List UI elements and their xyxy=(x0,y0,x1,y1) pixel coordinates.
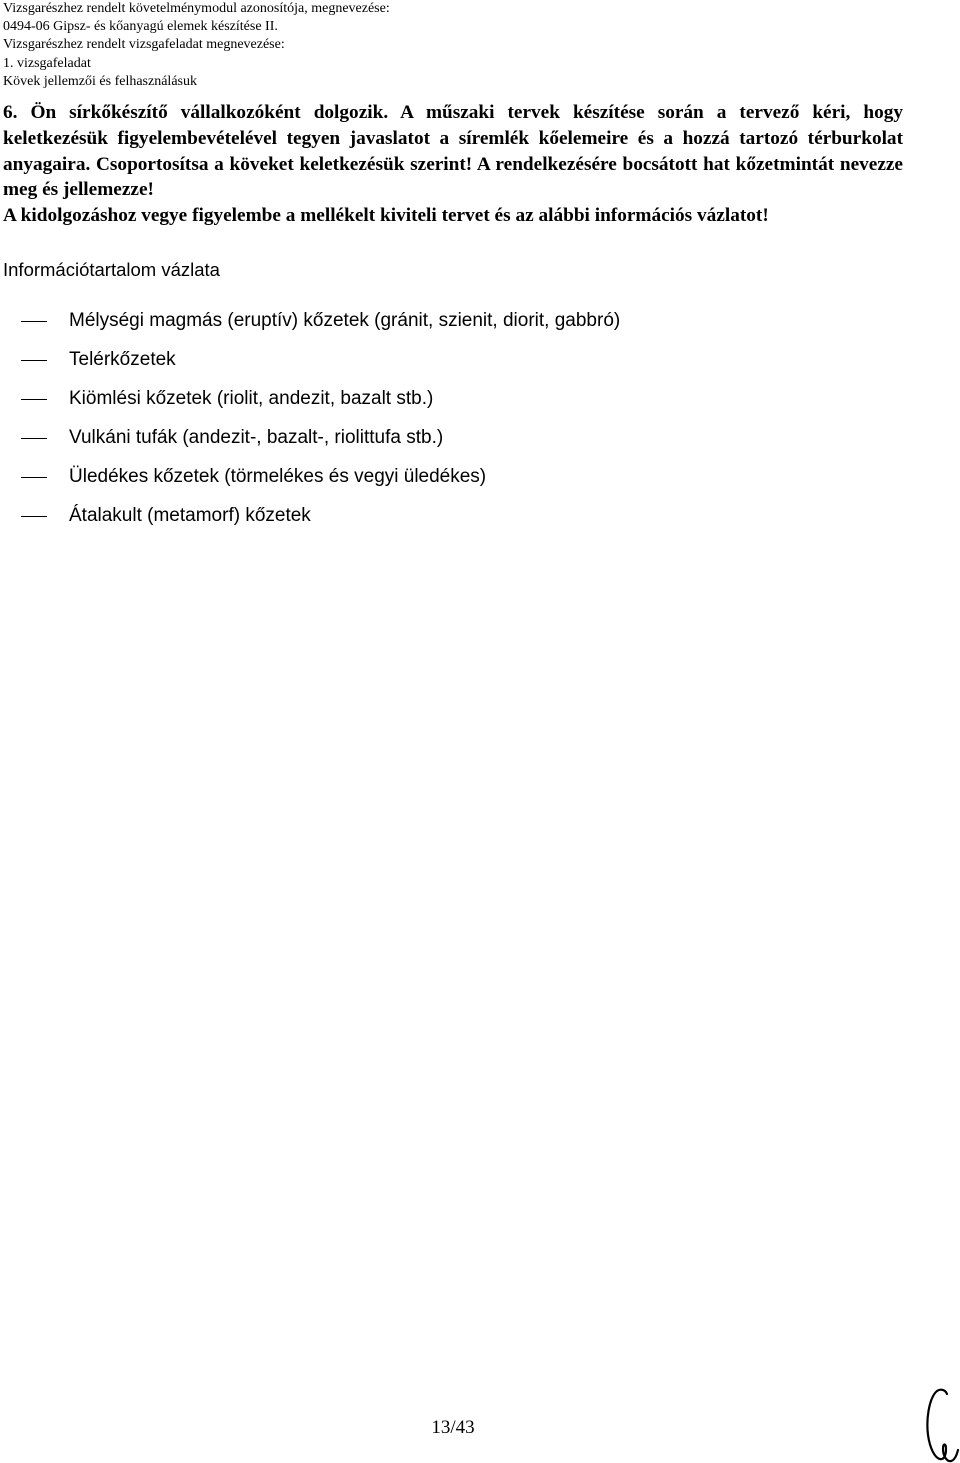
list-item-text: Átalakult (metamorf) kőzetek xyxy=(69,505,311,526)
list-item-text: Üledékes kőzetek (törmelékes és vegyi üledékes) xyxy=(69,466,487,487)
list-item-text: Vulkáni tufák (andezit-, bazalt-, riolittufa stb.) xyxy=(69,427,444,448)
dash-bullet-icon xyxy=(21,438,47,439)
header-module-name: 0494-06 Gipsz- és kőanyagú elemek készítése II. xyxy=(3,19,278,35)
outline-title: Információtartalom vázlata xyxy=(3,259,220,280)
handwritten-initial-icon xyxy=(918,1386,960,1463)
dash-bullet-icon xyxy=(21,516,47,517)
dash-bullet-icon xyxy=(21,399,47,400)
header-task-number: 1. vizsgafeladat xyxy=(3,55,91,71)
page-header xyxy=(3,0,943,91)
task-instruction: 6. Ön sírkőkészítő vállalkozóként dolgozik. A műszaki tervek készítése során a tervező kéri, hogy keletkezésük figyelembevételével tegyen javaslatot a síremlék kőelemeire és a hozzá tartozó térburkolat anyagaira. Csoportosítsa a köveket keletkezésük szerint! A rendelkezésére bocsátott hat kőzetmintát nevezze meg és jellemezze! xyxy=(3,102,903,201)
task-note: A kidolgozáshoz vegye figyelembe a mellékelt kiviteli tervet és az alábbi információs vázlatot! xyxy=(3,205,769,227)
header-task-label: Vizsgarészhez rendelt vizsgafeladat megnevezése: xyxy=(3,37,285,53)
dash-bullet-icon xyxy=(21,321,47,322)
page-number: 13/43 xyxy=(431,1417,475,1438)
task-description xyxy=(3,100,903,229)
list-item-text: Telérkőzetek xyxy=(69,349,176,370)
list-item-text: Mélységi magmás (eruptív) kőzetek (gránit, szienit, diorit, gabbró) xyxy=(69,310,621,331)
dash-bullet-icon xyxy=(21,360,47,361)
list-item-text: Kiömlési kőzetek (riolit, andezit, bazalt stb.) xyxy=(69,388,434,409)
header-module-label: Vizsgarészhez rendelt követelménymodul azonosítója, megnevezése: xyxy=(3,1,390,16)
dash-bullet-icon xyxy=(21,477,47,478)
header-task-name: Kövek jellemzői és felhasználásuk xyxy=(3,73,197,89)
